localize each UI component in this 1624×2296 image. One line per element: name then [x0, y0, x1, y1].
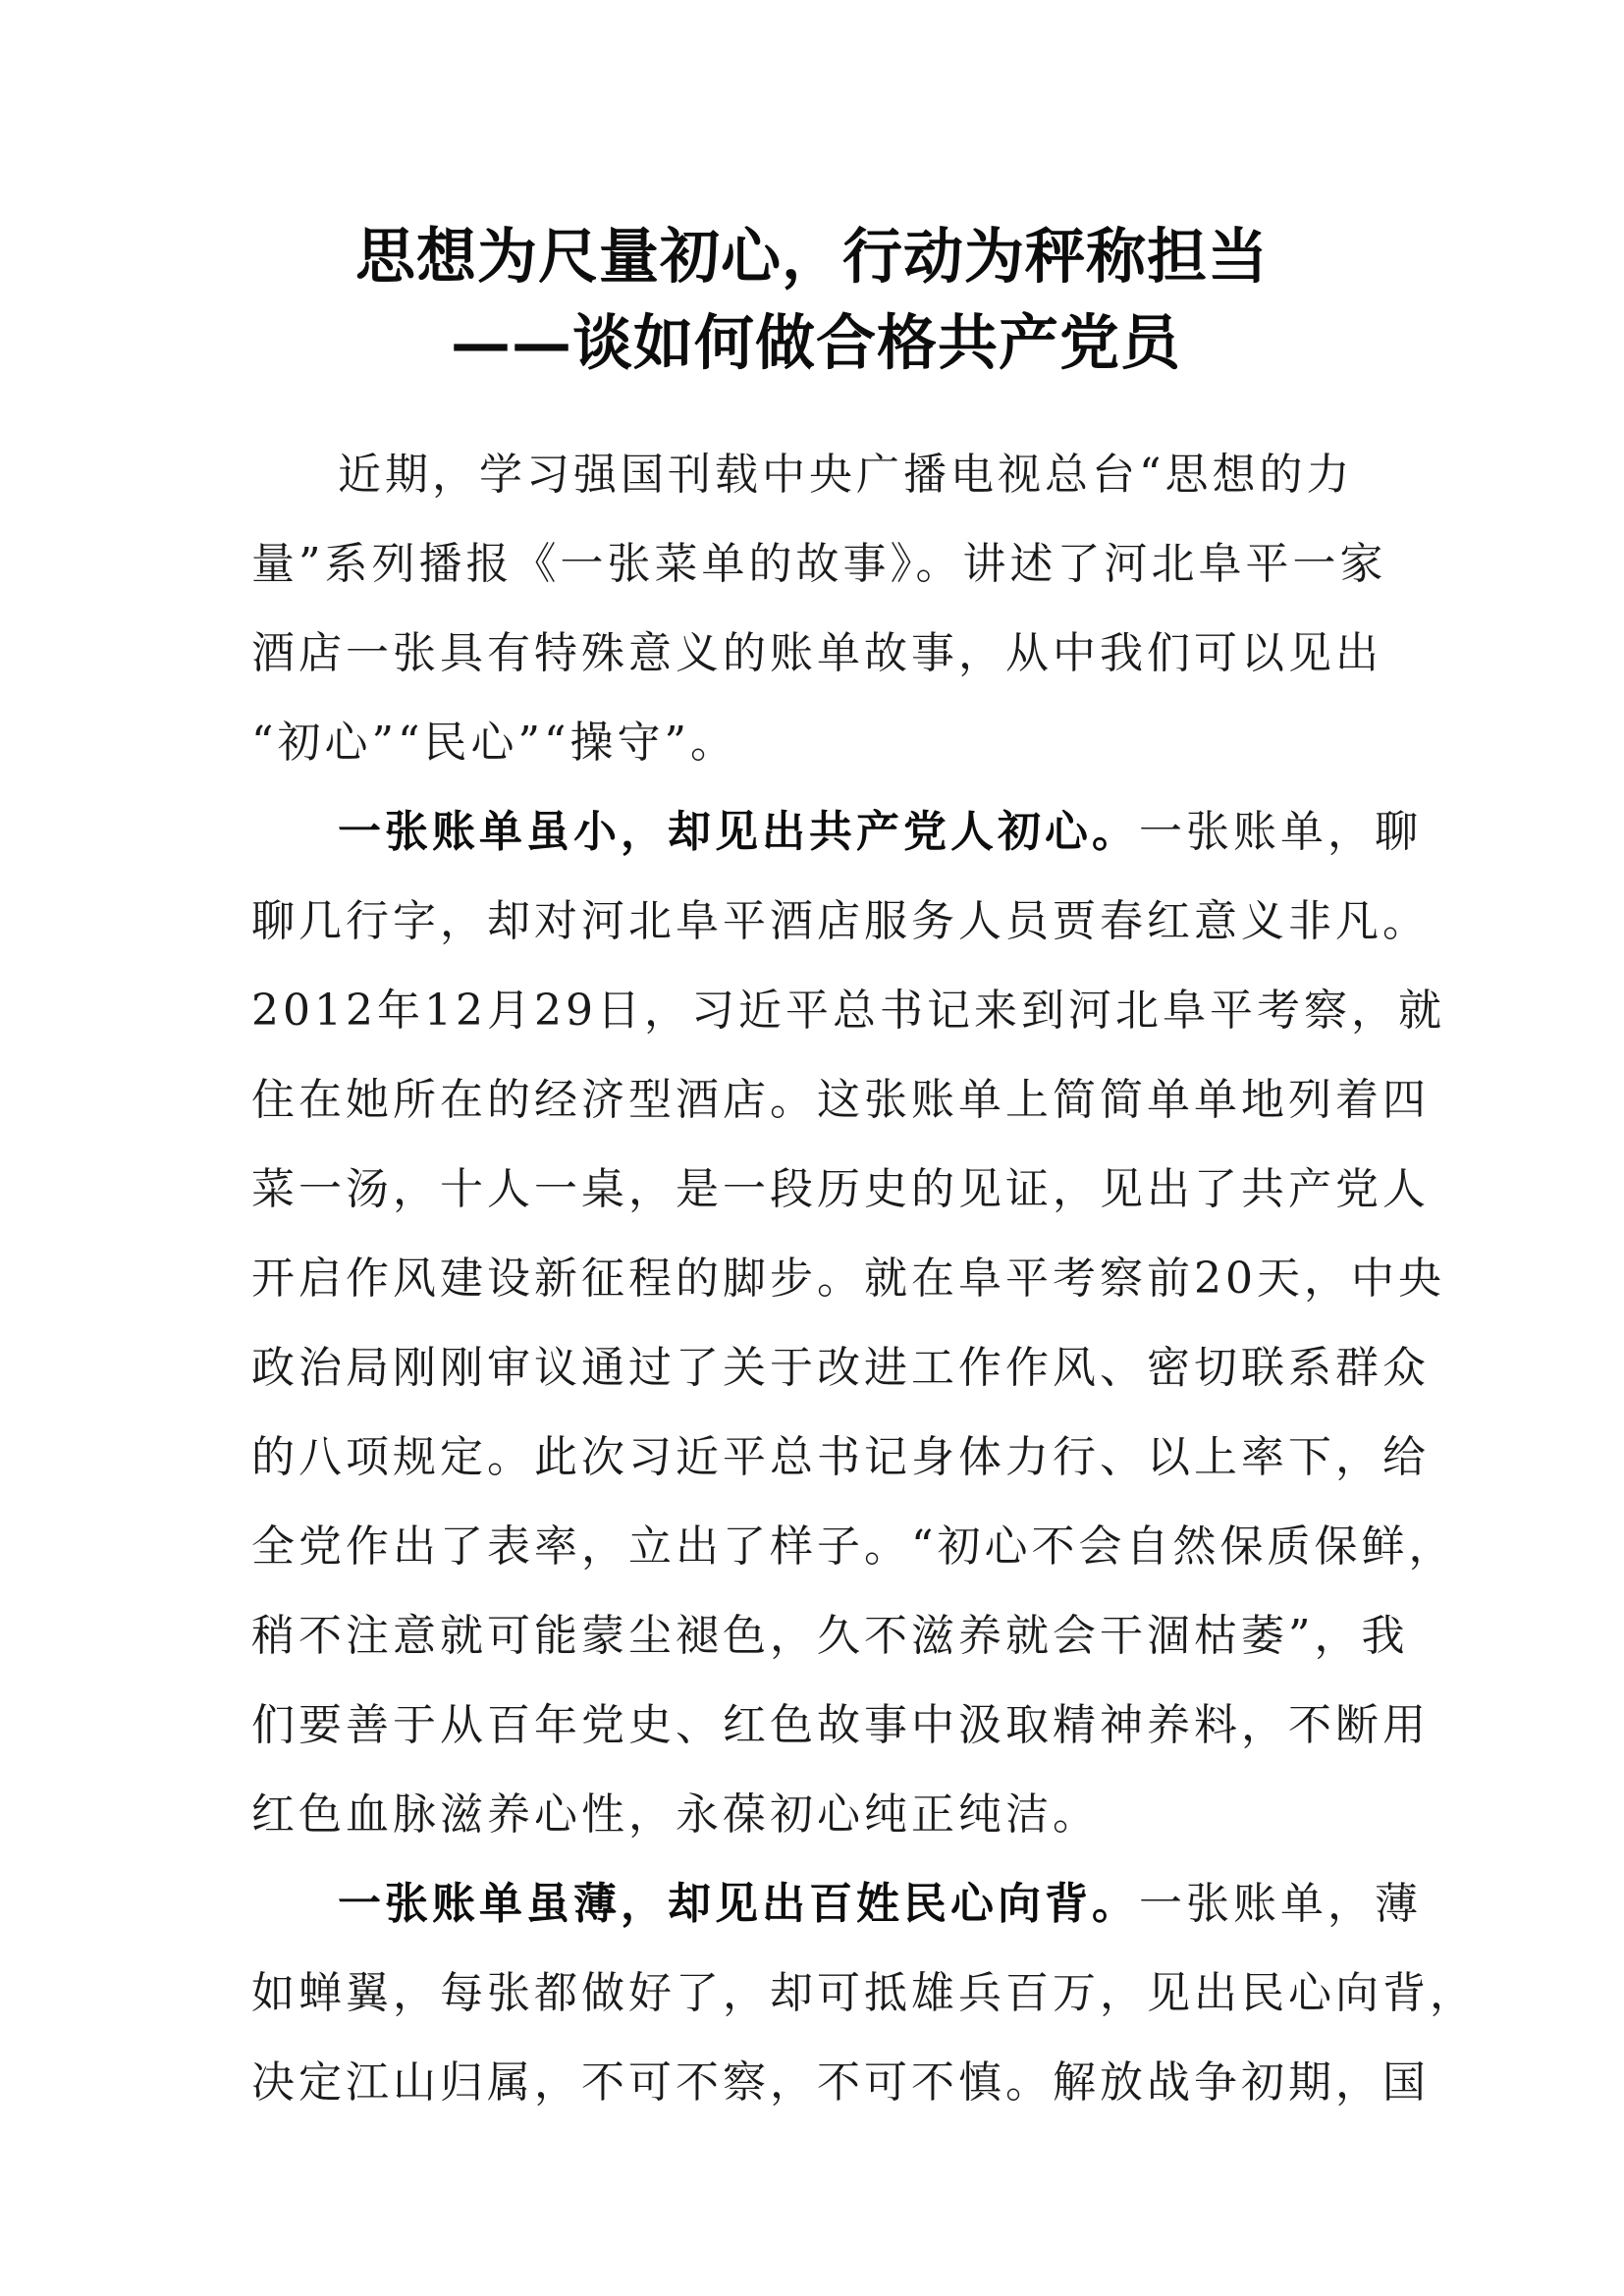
text-line: 菜一汤，十人一桌，是一段历史的见证，见出了共产党人 — [251, 1164, 1430, 1214]
text-line: 聊几行字，却对河北阜平酒店服务人员贾春红意义非凡。 — [251, 896, 1430, 946]
text-line — [251, 1859, 1422, 1949]
text-line: 红色血脉滋养心性，永葆初心纯正纯洁。 — [251, 1789, 1100, 1840]
paragraph-lead: 一张账单虽薄，却见出百姓民心向背。 — [338, 1879, 1139, 1929]
text-line: 稍不注意就可能蒙尘褪色，久不滋养就会干涸枯萎”，我 — [251, 1611, 1409, 1661]
text-line: 决定江山归属，不可不察，不可不慎。解放战争初期，国 — [251, 2057, 1430, 2108]
title-block — [0, 214, 1624, 387]
text-line: 开启作风建设新征程的脚步。就在阜平考察前20天，中央 — [251, 1254, 1445, 1304]
paragraph-lead: 一张账单虽小，却见出共产党人初心。 — [338, 807, 1139, 857]
text-span: 一张账单，聊 — [1139, 807, 1422, 857]
text-line: 酒店一张具有特殊意义的账单故事，从中我们可以见出 — [251, 628, 1382, 678]
text-span: 一张账单，薄 — [1139, 1879, 1422, 1929]
document-body — [251, 430, 1477, 2127]
text-line: 全党作出了表率，立出了样子。“初心不会自然保质保鲜， — [251, 1522, 1456, 1572]
document-subtitle: ——谈如何做合格共产党员 — [450, 308, 1181, 378]
text-line: 近期，学习强国刊载中央广播电视总台“思想的力 — [338, 450, 1354, 500]
text-line: 如蝉翼，每张都做好了，却可抵雄兵百万，见出民心向背， — [251, 1968, 1477, 2018]
text-line: 住在她所在的经济型酒店。这张账单上简简单单地列着四 — [251, 1075, 1430, 1125]
paragraph-original-intention — [251, 787, 1456, 1859]
text-line: “初心”“民心”“操守”。 — [251, 718, 737, 768]
text-line — [251, 787, 1422, 877]
text-line: 政治局刚刚审议通过了关于改进工作作风、密切联系群众 — [251, 1343, 1430, 1393]
text-line: 们要善于从百年党史、红色故事中汲取精神养料，不断用 — [251, 1700, 1430, 1750]
paragraph-intro — [251, 430, 1387, 787]
paragraph-public-sentiment — [251, 1859, 1477, 2127]
text-line: 量”系列播报《一张菜单的故事》。讲述了河北阜平一家 — [251, 539, 1387, 589]
document-title: 思想为尺量初心，行动为秤称担当 — [354, 222, 1269, 292]
text-line: 的八项规定。此次习近平总书记身体力行、以上率下，给 — [251, 1432, 1430, 1482]
text-line: 2012年12月29日，习近平总书记来到河北阜平考察，就 — [251, 986, 1445, 1036]
